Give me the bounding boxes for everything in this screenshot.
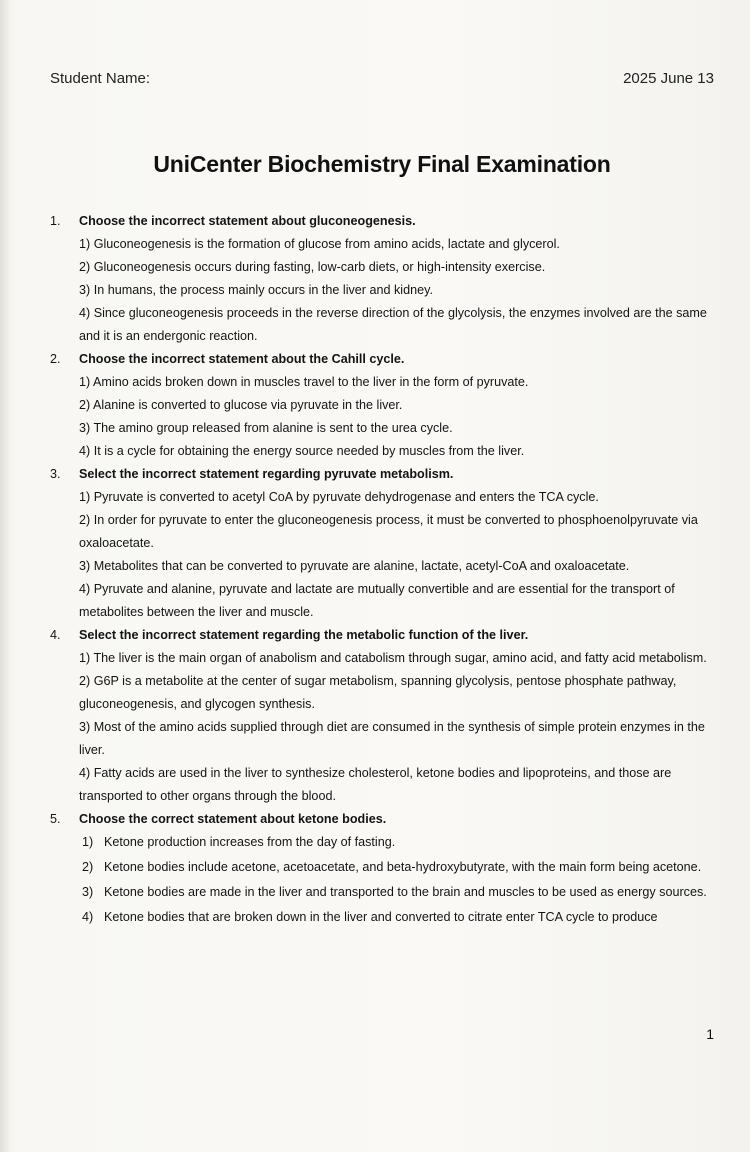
- option-number: 2): [82, 860, 94, 874]
- option-4: 4) It is a cycle for obtaining the energy source needed by muscles from the liver.: [79, 444, 525, 458]
- question-2: [50, 348, 716, 463]
- option-list: [50, 233, 716, 348]
- question-5: [50, 808, 716, 929]
- question-text: Choose the incorrect statement about the Cahill cycle.: [79, 352, 405, 366]
- option-4: [82, 906, 716, 929]
- option-2: 2) In order for pyruvate to enter the gluconeogenesis process, it must be converted to phosphoenolpyruvate via oxaloacetate.: [79, 513, 698, 550]
- question-number: 2.: [50, 352, 61, 366]
- question-stem: [50, 808, 716, 831]
- option-1: 1) The liver is the main organ of anabolism and catabolism through sugar, amino acid, and fatty acid metabolism.: [79, 651, 707, 665]
- question-number: 5.: [50, 812, 61, 826]
- option-1: 1) Amino acids broken down in muscles travel to the liver in the form of pyruvate.: [79, 375, 529, 389]
- option-1: [82, 831, 716, 854]
- option-number: 3): [82, 885, 94, 899]
- page-header: [50, 70, 714, 87]
- option-3: [82, 881, 716, 904]
- option-text: Ketone bodies that are broken down in the liver and converted to citrate enter TCA cycle to produce: [104, 910, 658, 924]
- question-number: 3.: [50, 467, 61, 481]
- option-number: 4): [82, 910, 94, 924]
- option-1: 1) Pyruvate is converted to acetyl CoA by pyruvate dehydrogenase and enters the TCA cycle.: [79, 490, 599, 504]
- option-list: [50, 647, 716, 808]
- option-text: Ketone bodies include acetone, acetoacetate, and beta-hydroxybutyrate, with the main form being acetone.: [104, 860, 702, 874]
- question-1: [50, 210, 716, 348]
- question-text: Choose the correct statement about ketone bodies.: [79, 812, 387, 826]
- exam-title: UniCenter Biochemistry Final Examination: [153, 151, 611, 177]
- question-number: 1.: [50, 214, 61, 228]
- question-4: [50, 624, 716, 808]
- exam-date: 2025 June 13: [623, 70, 714, 87]
- student-name-label: Student Name:: [50, 70, 151, 87]
- option-4: 4) Fatty acids are used in the liver to synthesize cholesterol, ketone bodies and lipoproteins, and those are transported to other organs through the blood.: [79, 766, 672, 803]
- option-list: [50, 486, 716, 624]
- option-3: 3) Most of the amino acids supplied through diet are consumed in the synthesis of simple protein enzymes in the liver.: [79, 720, 705, 757]
- option-list: [50, 831, 716, 929]
- option-2: 2) G6P is a metabolite at the center of sugar metabolism, spanning glycolysis, pentose phosphate pathway, gluconeogenesis, and glycogen synthesis.: [79, 674, 677, 711]
- option-4: 4) Pyruvate and alanine, pyruvate and lactate are mutually convertible and are essential for the transport of metabolites between the liver and muscle.: [79, 582, 675, 619]
- question-stem: [50, 210, 716, 233]
- question-3: [50, 463, 716, 624]
- option-3: 3) Metabolites that can be converted to pyruvate are alanine, lactate, acetyl-CoA and oxaloacetate.: [79, 559, 630, 573]
- question-number: 4.: [50, 628, 61, 642]
- question-text: Choose the incorrect statement about gluconeogenesis.: [79, 214, 416, 228]
- question-stem: [50, 463, 716, 486]
- option-text: Ketone production increases from the day of fasting.: [104, 835, 396, 849]
- question-text: Select the incorrect statement regarding pyruvate metabolism.: [79, 467, 454, 481]
- question-list: [50, 210, 716, 929]
- option-2: 2) Gluconeogenesis occurs during fasting, low-carb diets, or high-intensity exercise.: [79, 260, 546, 274]
- page-number: 1: [706, 1026, 714, 1042]
- option-3: 3) In humans, the process mainly occurs in the liver and kidney.: [79, 283, 433, 297]
- option-2: 2) Alanine is converted to glucose via pyruvate in the liver.: [79, 398, 403, 412]
- question-stem: [50, 348, 716, 371]
- question-stem: [50, 624, 716, 647]
- option-4: 4) Since gluconeogenesis proceeds in the reverse direction of the glycolysis, the enzymes involved are the same and it is an endergonic reaction.: [79, 306, 707, 343]
- question-text: Select the incorrect statement regarding the metabolic function of the liver.: [79, 628, 529, 642]
- option-1: 1) Gluconeogenesis is the formation of glucose from amino acids, lactate and glycerol.: [79, 237, 560, 251]
- option-2: [82, 856, 716, 879]
- option-list: [50, 371, 716, 463]
- option-number: 1): [82, 835, 94, 849]
- option-text: Ketone bodies are made in the liver and transported to the brain and muscles to be used as energy sources.: [104, 885, 707, 899]
- option-3: 3) The amino group released from alanine is sent to the urea cycle.: [79, 421, 453, 435]
